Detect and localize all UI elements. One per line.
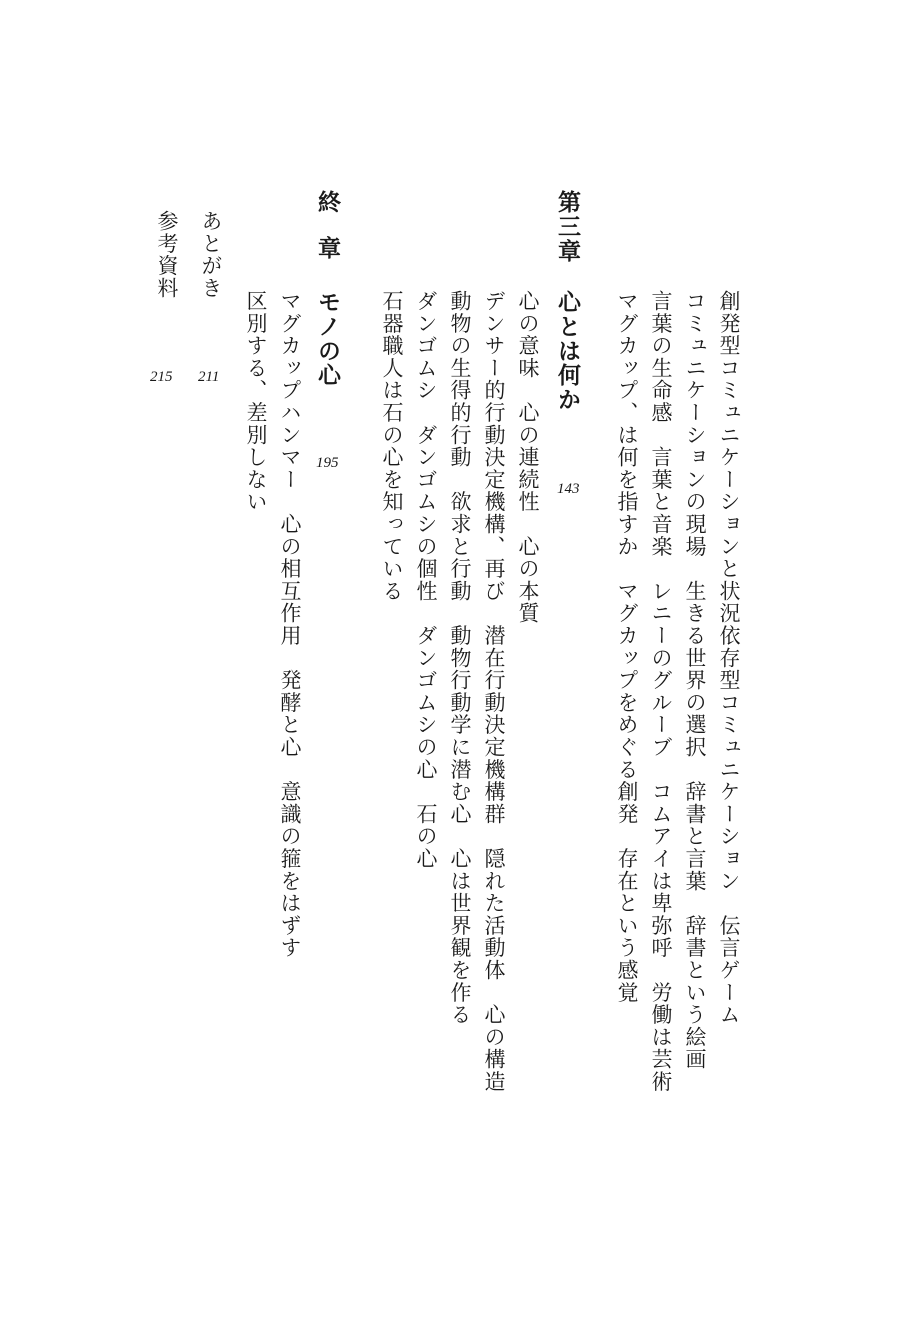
references-page-number: 215 [150,369,173,385]
toc-entry-line: ダンゴムシ ダンゴムシの個性 ダンゴムシの心 石の心 [414,290,438,870]
toc-entry-line: マグカップハンマー 心の相互作用 発酵と心 意識の箍をはずす [278,290,302,959]
final-chapter-title: モノの心 [314,290,341,388]
afterword-label: あとがき [199,210,223,300]
chapter3-page-number: 143 [557,481,580,497]
toc-entry-line: 区別する、差別しない [244,290,268,513]
chapter3-label: 第三章 [554,190,581,263]
toc-entry-line: マグカップ、は何を指すか マグカップをめぐる創発 存在という感覚 [615,290,639,1004]
references-label: 参考資料 [155,210,179,300]
toc-entry-line: 創発型コミュニケーションと状況依存型コミュニケーション 伝言ゲーム [717,290,741,1026]
toc-entry-line: 動物の生得的行動 欲求と行動 動物行動学に潜む心 心は世界観を作る [448,290,472,1026]
chapter3-title: 心とは何か [554,290,581,412]
toc-entry-line: 心の意味 心の連続性 心の本質 [516,290,540,625]
toc-entry-line: 石器職人は石の心を知っている [380,290,404,603]
final-chapter-page-number: 195 [316,455,339,471]
toc-entry-line: コミュニケーションの現場 生きる世界の選択 辞書と言葉 辞書という絵画 [683,290,707,1071]
afterword-page-number: 211 [198,369,220,385]
toc-entry-line: デンサー的行動決定機構、再び 潜在行動決定機構群 隠れた活動体 心の構造 [482,290,506,1093]
final-chapter-label: 終 章 [314,190,341,259]
toc-entry-line: 言葉の生命感 言葉と音楽 レニーのグルーブ コムアイは卑弥呼 労働は芸術 [649,290,673,1093]
